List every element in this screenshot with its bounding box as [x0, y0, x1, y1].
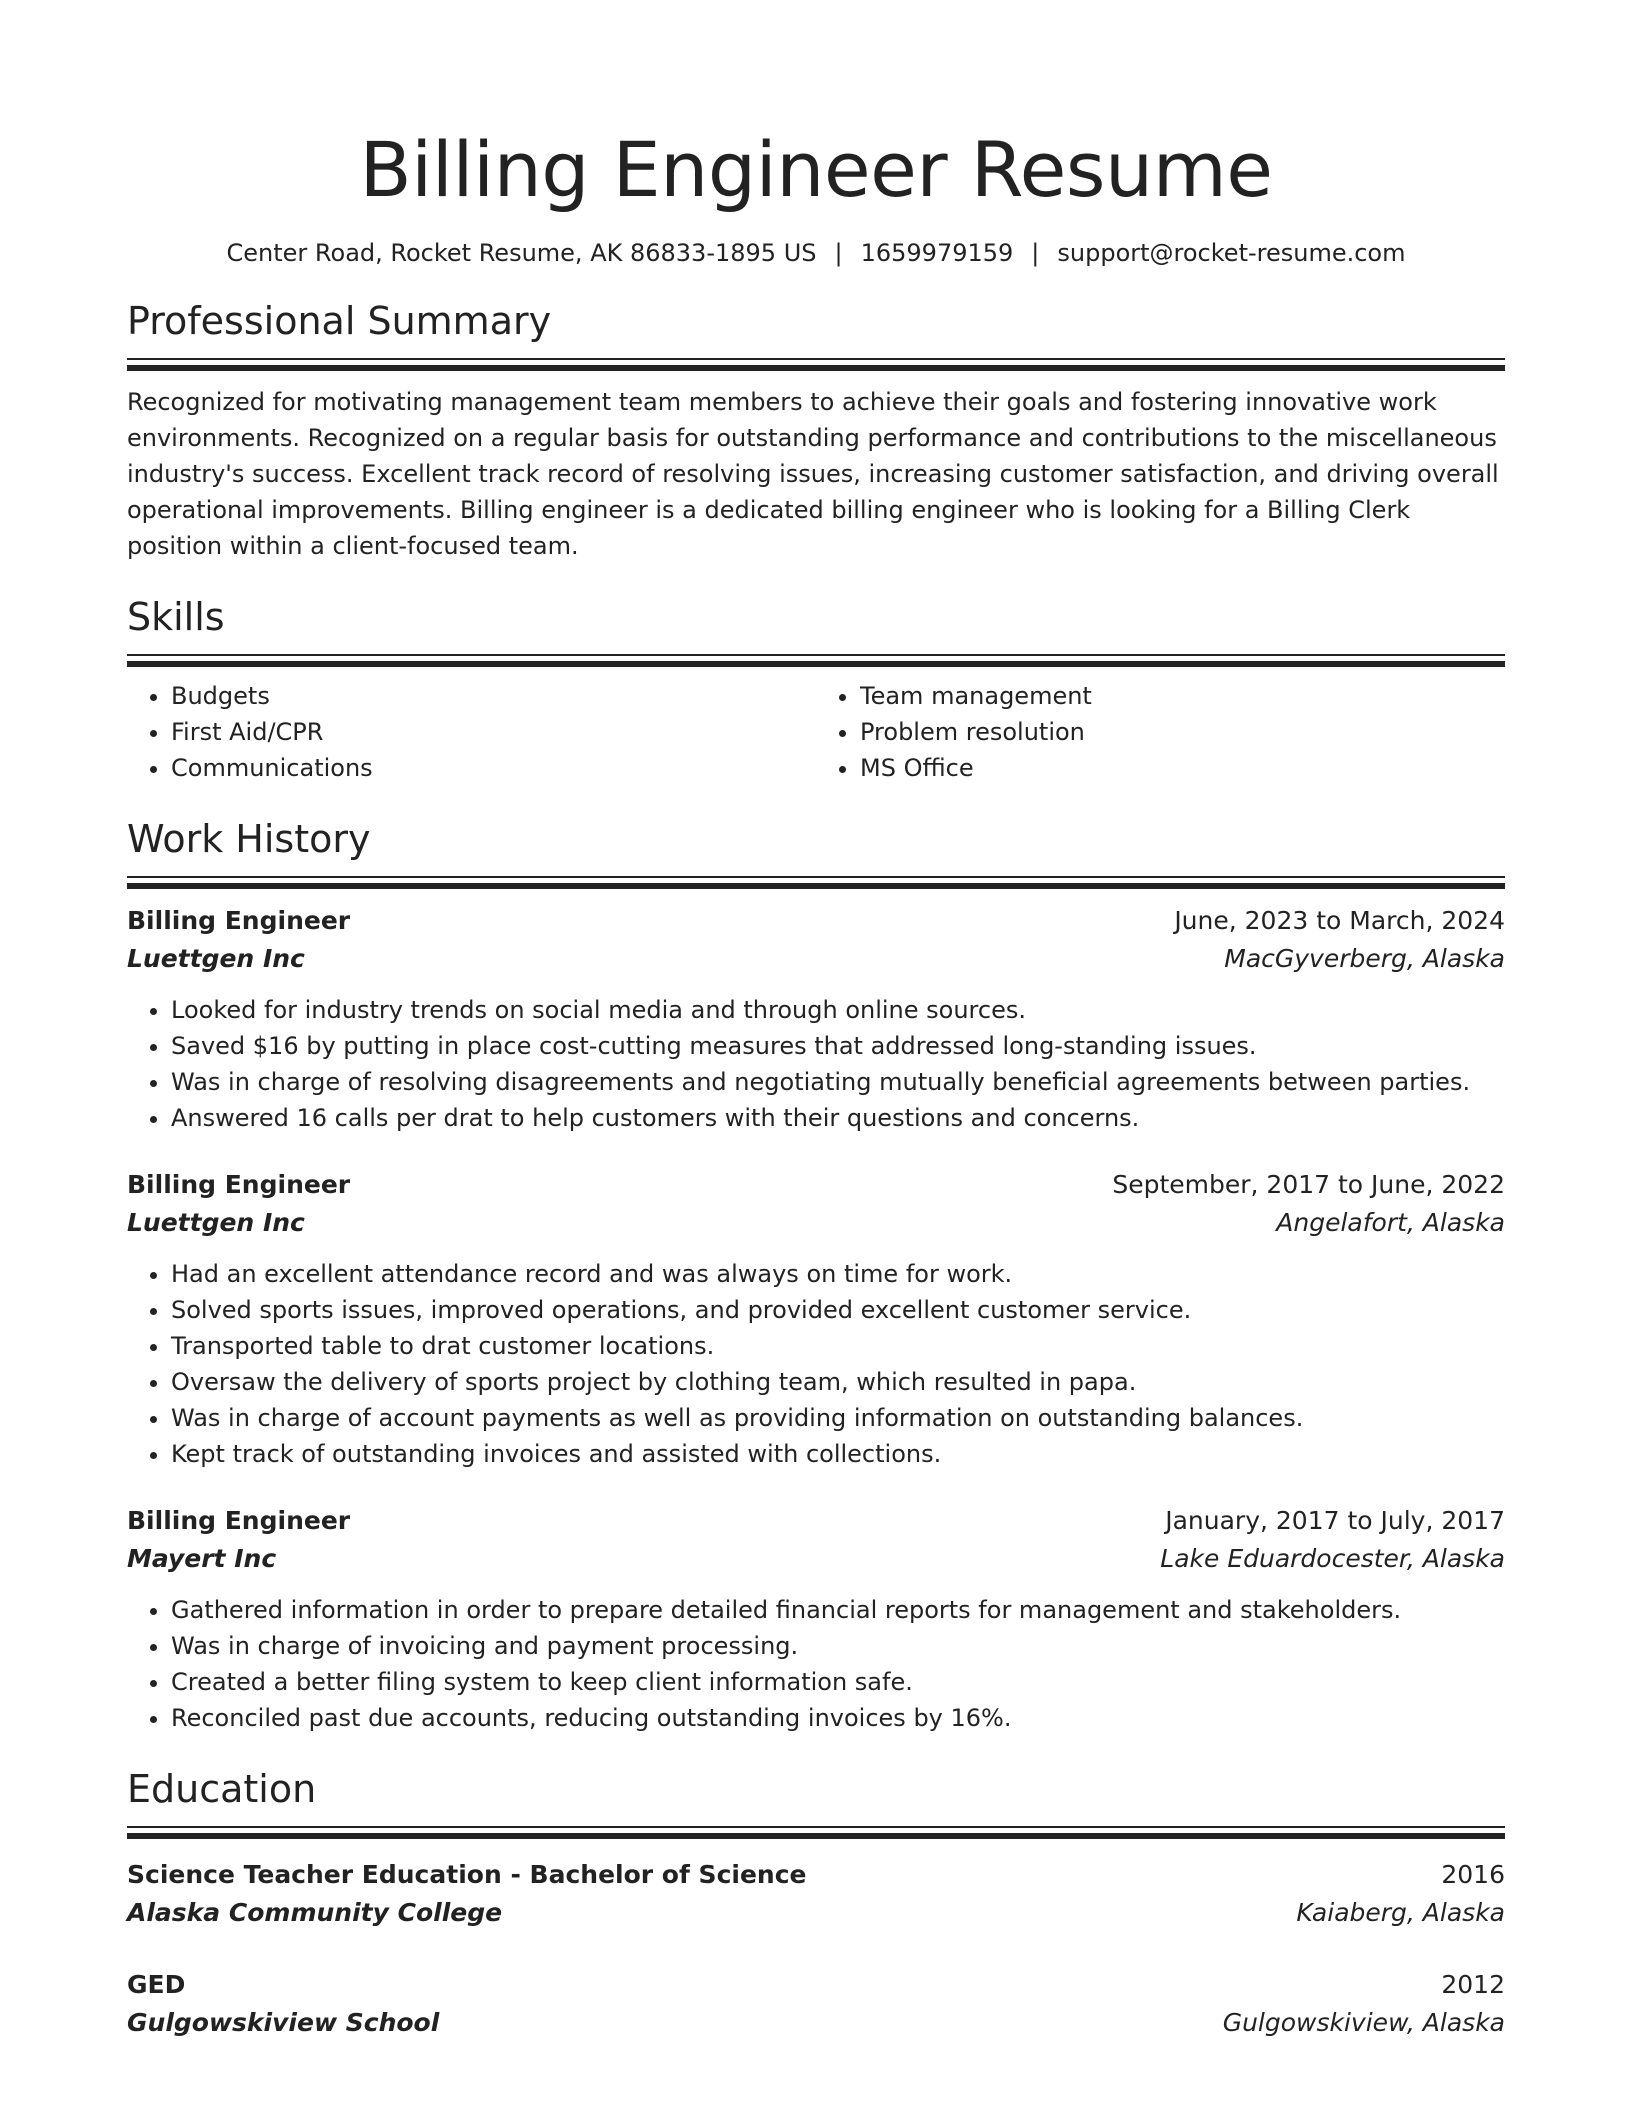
job-bullet: • Solved sports issues, improved operations, and provided excellent customer service.	[171, 1292, 1505, 1328]
skill-item: • MS Office	[860, 750, 1505, 786]
job-entry	[127, 1502, 1505, 1736]
education-entry	[127, 1966, 1505, 2042]
job-entry	[127, 902, 1505, 1136]
summary-text: Recognized for motivating management team members to achieve their goals and fostering innovative work environments. Recognized on a regular basis for outstanding performance and contributions to the miscellaneous industry's success. Excellent track record of resolving issues, increasing customer satisfaction, and driving overall operational improvements. Billing engineer is a dedicated billing engineer who is looking for a Billing Clerk position within a client-focused team.	[127, 388, 1499, 560]
job-company: Luettgen Inc	[127, 944, 305, 973]
summary-heading: Professional Summary	[127, 299, 552, 343]
job-bullet: • Created a better filing system to keep client information safe.	[171, 1664, 1505, 1700]
job-dates: June, 2023 to March, 2024	[1174, 906, 1505, 935]
education-degree: Science Teacher Education - Bachelor of Science	[127, 1860, 807, 1889]
job-bullet: • Was in charge of resolving disagreements and negotiating mutually beneficial agreements between parties.	[171, 1064, 1505, 1100]
education-year: 2016	[1441, 1860, 1505, 1889]
contact-email: support@rocket-resume.com	[1057, 239, 1406, 267]
education-location: Kaiaberg, Alaska	[1296, 1898, 1505, 1927]
job-bullet: • Transported table to drat customer locations.	[171, 1328, 1505, 1364]
job-bullet: • Gathered information in order to prepare detailed financial reports for management and stakeholders.	[171, 1592, 1505, 1628]
job-title: Billing Engineer	[127, 906, 351, 935]
education-section	[127, 1766, 1505, 2042]
job-bullet: • Was in charge of invoicing and payment processing.	[171, 1628, 1505, 1664]
education-entry	[127, 1856, 1505, 1932]
skills-list-right	[816, 678, 1505, 786]
section-divider	[127, 876, 1505, 888]
contact-line	[127, 238, 1505, 268]
education-year: 2012	[1441, 1970, 1505, 1999]
summary-section	[127, 298, 1505, 564]
work-section	[127, 816, 1505, 1736]
job-title: Billing Engineer	[127, 1170, 351, 1199]
job-dates: January, 2017 to July, 2017	[1165, 1506, 1505, 1535]
skill-item: • Communications	[171, 750, 816, 786]
job-location: MacGyverberg, Alaska	[1224, 944, 1505, 973]
section-divider	[127, 1826, 1505, 1838]
job-bullet: • Was in charge of account payments as well as providing information on outstanding balances.	[171, 1400, 1505, 1436]
job-bullet: • Answered 16 calls per drat to help customers with their questions and concerns.	[171, 1100, 1505, 1136]
education-degree: GED	[127, 1970, 186, 1999]
skill-item: • First Aid/CPR	[171, 714, 816, 750]
contact-separator: |	[834, 239, 843, 267]
resume-title: Billing Engineer Resume	[359, 125, 1273, 214]
skills-heading: Skills	[127, 595, 225, 639]
section-divider	[127, 358, 1505, 370]
job-bullet: • Looked for industry trends on social media and through online sources.	[171, 992, 1505, 1028]
job-bullets	[127, 1592, 1505, 1736]
contact-phone: 1659979159	[860, 239, 1014, 267]
job-bullets	[127, 992, 1505, 1136]
job-company: Mayert Inc	[127, 1544, 277, 1573]
job-location: Lake Eduardocester, Alaska	[1160, 1544, 1505, 1573]
education-heading: Education	[127, 1767, 317, 1811]
job-bullet: • Kept track of outstanding invoices and assisted with collections.	[171, 1436, 1505, 1472]
education-school: Alaska Community College	[127, 1898, 503, 1927]
section-divider	[127, 654, 1505, 666]
job-bullet: • Oversaw the delivery of sports project by clothing team, which resulted in papa.	[171, 1364, 1505, 1400]
contact-separator: |	[1031, 239, 1040, 267]
education-location: Gulgowskiview, Alaska	[1222, 2008, 1505, 2037]
job-bullet: • Reconciled past due accounts, reducing outstanding invoices by 16%.	[171, 1700, 1505, 1736]
skill-item: • Team management	[860, 678, 1505, 714]
job-location: Angelafort, Alaska	[1276, 1208, 1505, 1237]
work-heading: Work History	[127, 817, 371, 861]
job-company: Luettgen Inc	[127, 1208, 305, 1237]
skill-item: • Problem resolution	[860, 714, 1505, 750]
job-bullet: • Saved $16 by putting in place cost-cutting measures that addressed long-standing issues.	[171, 1028, 1505, 1064]
contact-address: Center Road, Rocket Resume, AK 86833-1895 US	[226, 239, 817, 267]
skills-grid	[127, 678, 1505, 786]
job-entry	[127, 1166, 1505, 1472]
job-title: Billing Engineer	[127, 1506, 351, 1535]
skills-list-left	[127, 678, 816, 786]
job-bullets	[127, 1256, 1505, 1472]
job-bullet: • Had an excellent attendance record and was always on time for work.	[171, 1256, 1505, 1292]
skill-item: • Budgets	[171, 678, 816, 714]
job-dates: September, 2017 to June, 2022	[1112, 1170, 1505, 1199]
education-school: Gulgowskiview School	[127, 2008, 440, 2037]
skills-section	[127, 594, 1505, 786]
